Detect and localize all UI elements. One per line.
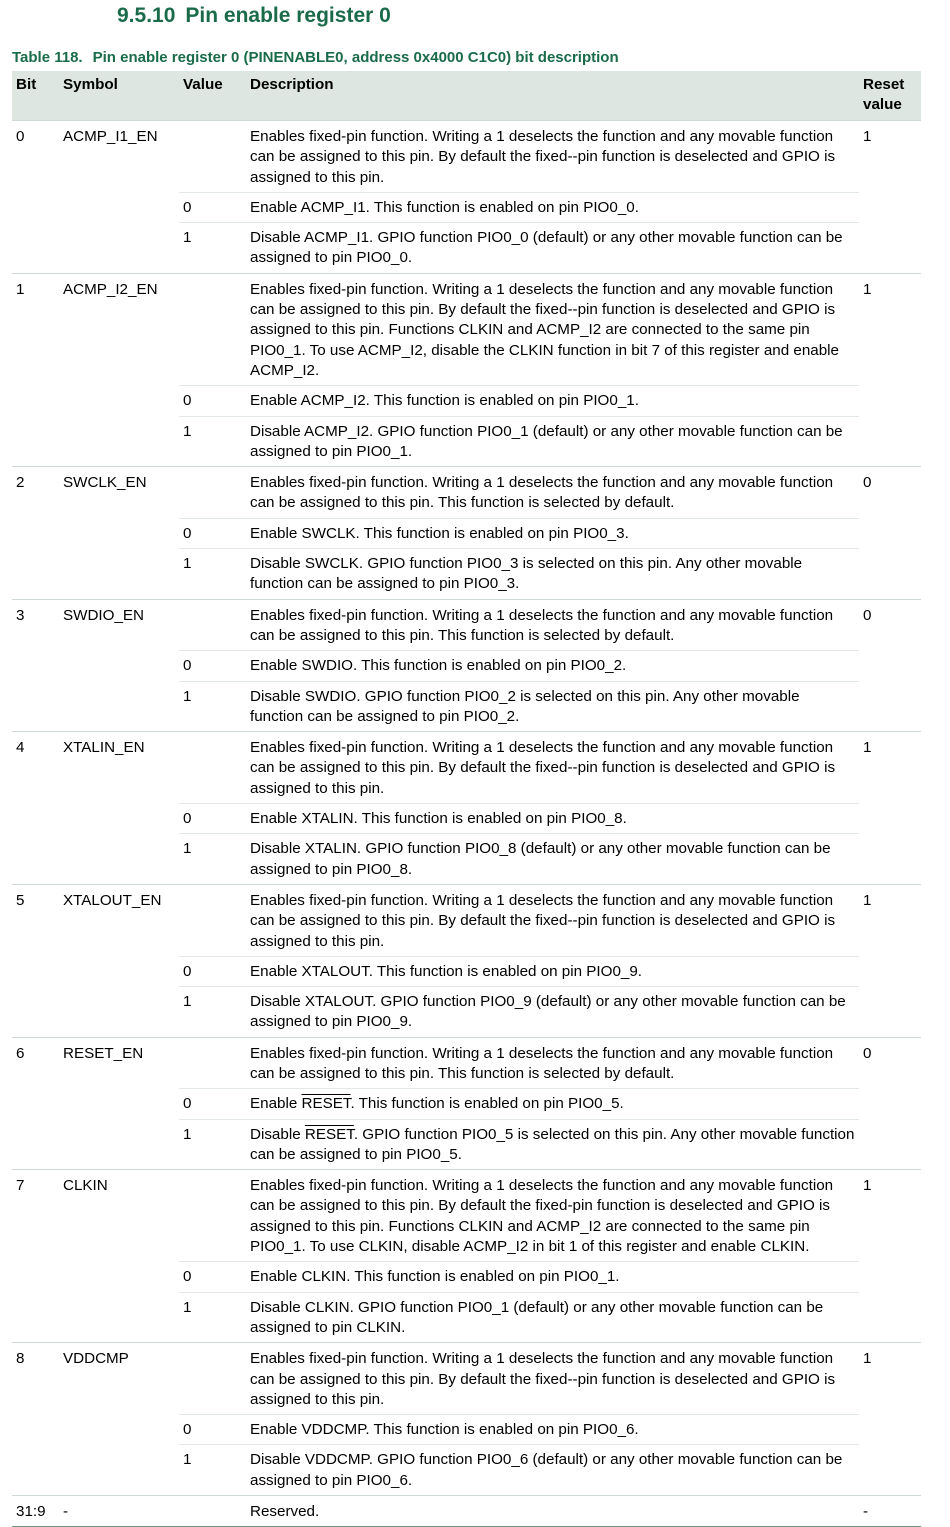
value-cell: 0 xyxy=(179,1415,246,1445)
table-body xyxy=(12,121,921,1527)
value-cell: 1 xyxy=(179,681,246,732)
description-cell: Enables fixed-pin function. Writing a 1 deselects the function and any movable function can be assigned to this pin. By default the fixed--pin function is deselected and GPIO is assigned to this pin. xyxy=(246,121,859,193)
reset-cell: 1 xyxy=(859,1343,921,1496)
table-number: Table 118. xyxy=(12,49,83,66)
reset-cell: 1 xyxy=(859,273,921,466)
value-cell: 1 xyxy=(179,416,246,467)
value-cell: 1 xyxy=(179,549,246,600)
table-row xyxy=(12,1037,921,1089)
bit-cell: 3 xyxy=(12,599,59,731)
value-cell xyxy=(179,732,246,804)
value-cell xyxy=(179,273,246,385)
reset-cell: 0 xyxy=(859,1037,921,1169)
symbol-cell: SWDIO_EN xyxy=(59,599,179,731)
table-row xyxy=(12,121,921,193)
table-caption-text: Pin enable register 0 (PINENABLE0, address 0x4000 C1C0) bit description xyxy=(92,49,619,66)
value-cell xyxy=(179,1037,246,1089)
table-row xyxy=(12,273,921,385)
reset-cell: - xyxy=(859,1496,921,1527)
value-cell: 1 xyxy=(179,834,246,885)
description-cell: Enable CLKIN. This function is enabled on pin PIO0_1. xyxy=(246,1262,859,1292)
reset-cell: 1 xyxy=(859,121,921,274)
value-cell: 0 xyxy=(179,1262,246,1292)
description-prefix: Enable xyxy=(250,1095,302,1113)
bit-cell: 0 xyxy=(12,121,59,274)
value-cell: 1 xyxy=(179,1119,246,1170)
symbol-cell: CLKIN xyxy=(59,1170,179,1343)
value-cell xyxy=(179,467,246,519)
description-cell: Enable ACMP_I1. This function is enabled on pin PIO0_0. xyxy=(246,192,859,222)
description-cell: Disable CLKIN. GPIO function PIO0_1 (default) or any other movable function can be assigned to pin CLKIN. xyxy=(246,1292,859,1343)
value-cell: 0 xyxy=(179,804,246,834)
description-cell: Enables fixed-pin function. Writing a 1 deselects the function and any movable function can be assigned to this pin. By default the fixed--pin function is deselected and GPIO is assigned to this pin. xyxy=(246,1343,859,1415)
header-value: Value xyxy=(179,71,246,121)
value-cell: 1 xyxy=(179,223,246,274)
value-cell xyxy=(179,1496,246,1527)
bit-cell: 5 xyxy=(12,884,59,1037)
symbol-cell: XTALOUT_EN xyxy=(59,884,179,1037)
reset-signal-overbar: RESET xyxy=(304,1125,354,1143)
reset-cell: 0 xyxy=(859,599,921,731)
description-suffix: . This function is enabled on pin PIO0_5. xyxy=(350,1095,624,1113)
value-cell: 0 xyxy=(179,956,246,986)
value-cell: 1 xyxy=(179,1292,246,1343)
value-cell: 0 xyxy=(179,518,246,548)
value-cell xyxy=(179,121,246,193)
table-row xyxy=(12,599,921,651)
reset-cell: 1 xyxy=(859,1170,921,1343)
description-cell: Enables fixed-pin function. Writing a 1 deselects the function and any movable function can be assigned to this pin. This function is selected by default. xyxy=(246,599,859,651)
bit-cell: 31:9 xyxy=(12,1496,59,1527)
header-reset-value: Reset value xyxy=(859,71,921,121)
bit-cell: 7 xyxy=(12,1170,59,1343)
symbol-cell: VDDCMP xyxy=(59,1343,179,1496)
symbol-cell: RESET_EN xyxy=(59,1037,179,1169)
description-cell: Enables fixed-pin function. Writing a 1 deselects the function and any movable function can be assigned to this pin. By default the fixed--pin function is deselected and GPIO is assigned to this pin. Functions CLKIN and ACMP_I2 are connected to the same pin PIO0_1. To use ACMP_I2, disable the CLKIN function in bit 7 of this register and enable ACMP_I2. xyxy=(246,273,859,385)
bit-cell: 6 xyxy=(12,1037,59,1169)
description-cell: Enables fixed-pin function. Writing a 1 deselects the function and any movable function can be assigned to this pin. By default the fixed--pin function is deselected and GPIO is assigned to this pin. xyxy=(246,884,859,956)
description-cell: Disable SWCLK. GPIO function PIO0_3 is selected on this pin. Any other movable function can be assigned to pin PIO0_3. xyxy=(246,549,859,600)
description-cell: Enable ACMP_I2. This function is enabled on pin PIO0_1. xyxy=(246,386,859,416)
description-cell: Reserved. xyxy=(246,1496,859,1527)
description-cell: Disable XTALIN. GPIO function PIO0_8 (default) or any other movable function can be assigned to pin PIO0_8. xyxy=(246,834,859,885)
description-cell: Disable VDDCMP. GPIO function PIO0_6 (default) or any other movable function can be assigned to pin PIO0_6. xyxy=(246,1445,859,1496)
description-cell: Enable XTALOUT. This function is enabled on pin PIO0_9. xyxy=(246,956,859,986)
value-cell: 0 xyxy=(179,192,246,222)
value-cell: 0 xyxy=(179,1089,246,1119)
value-cell: 1 xyxy=(179,987,246,1038)
symbol-cell: - xyxy=(59,1496,179,1527)
symbol-cell: ACMP_I2_EN xyxy=(59,273,179,466)
table-row-reserved xyxy=(12,1496,921,1527)
description-suffix: . GPIO function PIO0_5 is selected on this pin. Any other movable function can be assigned to pin PIO0_5. xyxy=(250,1125,855,1163)
section-heading xyxy=(117,4,391,28)
description-cell: Disable ACMP_I1. GPIO function PIO0_0 (default) or any other movable function can be assigned to pin PIO0_0. xyxy=(246,223,859,274)
value-cell xyxy=(179,1343,246,1415)
register-table xyxy=(12,71,921,1527)
description-cell xyxy=(246,1119,859,1170)
description-cell: Disable ACMP_I2. GPIO function PIO0_1 (default) or any other movable function can be assigned to pin PIO0_1. xyxy=(246,416,859,467)
description-cell xyxy=(246,1089,859,1119)
table-row xyxy=(12,1170,921,1262)
description-cell: Enable SWCLK. This function is enabled on pin PIO0_3. xyxy=(246,518,859,548)
description-cell: Disable XTALOUT. GPIO function PIO0_9 (default) or any other movable function can be assigned to pin PIO0_9. xyxy=(246,987,859,1038)
bit-cell: 4 xyxy=(12,732,59,885)
table-row xyxy=(12,1343,921,1415)
description-prefix: Disable xyxy=(250,1125,305,1143)
symbol-cell: SWCLK_EN xyxy=(59,467,179,599)
value-cell: 0 xyxy=(179,651,246,681)
bit-cell: 8 xyxy=(12,1343,59,1496)
table-row xyxy=(12,732,921,804)
header-symbol: Symbol xyxy=(59,71,179,121)
reset-cell: 1 xyxy=(859,732,921,885)
bit-cell: 1 xyxy=(12,273,59,466)
table-caption xyxy=(12,49,619,66)
description-cell: Enables fixed-pin function. Writing a 1 deselects the function and any movable function can be assigned to this pin. This function is selected by default. xyxy=(246,467,859,519)
table-row xyxy=(12,467,921,519)
description-cell: Enables fixed-pin function. Writing a 1 deselects the function and any movable function can be assigned to this pin. By default the fixed--pin function is deselected and GPIO is assigned to this pin. xyxy=(246,732,859,804)
description-cell: Enable XTALIN. This function is enabled on pin PIO0_8. xyxy=(246,804,859,834)
value-cell: 1 xyxy=(179,1445,246,1496)
symbol-cell: XTALIN_EN xyxy=(59,732,179,885)
header-description: Description xyxy=(246,71,859,121)
value-cell xyxy=(179,884,246,956)
section-title: Pin enable register 0 xyxy=(185,4,391,27)
description-cell: Enables fixed-pin function. Writing a 1 deselects the function and any movable function can be assigned to this pin. By default the fixed-pin function is deselected and GPIO is assigned to this pin. Functions CLKIN and ACMP_I2 are connected to the same pin PIO0_1. To use CLKIN, disable ACMP_I2 in bit 1 of this register and enable CLKIN. xyxy=(246,1170,859,1262)
symbol-cell: ACMP_I1_EN xyxy=(59,121,179,274)
description-cell: Enable SWDIO. This function is enabled on pin PIO0_2. xyxy=(246,651,859,681)
reset-cell: 0 xyxy=(859,467,921,599)
description-cell: Enable VDDCMP. This function is enabled on pin PIO0_6. xyxy=(246,1415,859,1445)
reset-cell: 1 xyxy=(859,884,921,1037)
reset-signal-overbar: RESET xyxy=(301,1095,351,1113)
description-cell: Enables fixed-pin function. Writing a 1 deselects the function and any movable function can be assigned to this pin. This function is selected by default. xyxy=(246,1037,859,1089)
value-cell xyxy=(179,599,246,651)
section-number: 9.5.10 xyxy=(117,4,176,27)
value-cell: 0 xyxy=(179,386,246,416)
header-bit: Bit xyxy=(12,71,59,121)
description-cell: Disable SWDIO. GPIO function PIO0_2 is selected on this pin. Any other movable function can be assigned to pin PIO0_2. xyxy=(246,681,859,732)
value-cell xyxy=(179,1170,246,1262)
table-header-row xyxy=(12,71,921,121)
table-row xyxy=(12,884,921,956)
bit-cell: 2 xyxy=(12,467,59,599)
